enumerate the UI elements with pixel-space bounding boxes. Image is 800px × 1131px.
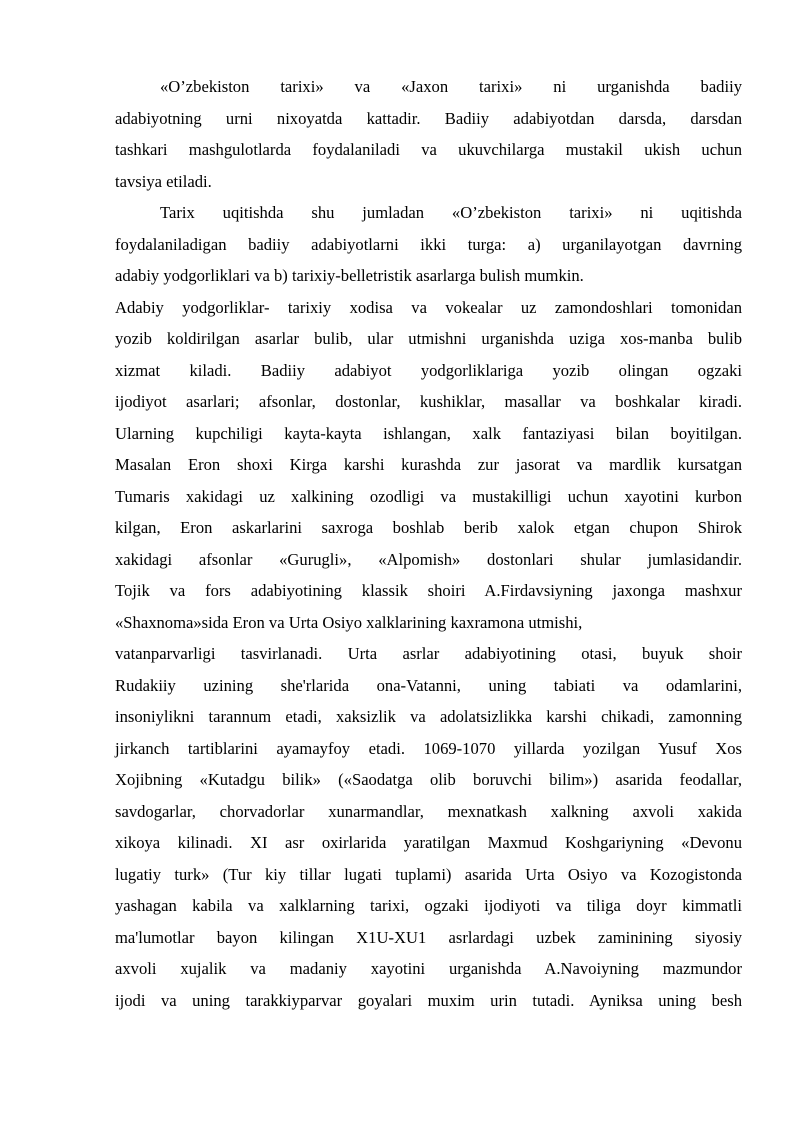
- text-line: xikoya kilinadi. XI asr oxirlarida yaratilgan Maxmud Koshgariyning «Devonu: [115, 833, 742, 852]
- text-line: lugatiy turk» (Tur kiy tillar lugati tuplami) asarida Urta Osiyo va Kozogistonda: [115, 864, 742, 884]
- text-line: «O’zbekiston tarixi» va «Jaxon tarixi» ni urganishda badiiy: [160, 77, 742, 96]
- text-line: yozib koldirilgan asarlar bulib, ular utmishni urganishda uziga xos-manba bulib: [115, 329, 742, 348]
- text-line: adabiyotning urni nixoyatda kattadir. Badiiy adabiyotdan darsda, darsdan: [115, 108, 742, 128]
- text-line: «Shaxnoma»sida Eron va Urta Osiyo xalklarining kaxramona utmishi,: [115, 612, 583, 632]
- text-line: yashagan kabila va xalklarning tarixi, ogzaki ijodiyoti va tiliga doyr kimmatli: [115, 896, 742, 915]
- text-line: xakidagi afsonlar «Gurugli», «Alpomish» dostonlari shular jumlasidandir.: [115, 549, 742, 569]
- text-line: Masalan Eron shoxi Kirga karshi kurashda zur jasorat va mardlik kursatgan: [115, 455, 742, 474]
- text-line: xizmat kiladi. Badiiy adabiyot yodgorliklariga yozib olingan ogzaki: [115, 360, 742, 380]
- text-line: jirkanch tartiblarini ayamayfoy etadi. 1069-1070 yillarda yozilgan Yusuf Xos: [115, 738, 742, 758]
- text-line: Tumaris xakidagi uz xalkining ozodligi va mustakilligi uchun xayotini kurbon: [115, 486, 742, 506]
- text-line: Adabiy yodgorliklar- tarixiy xodisa va vokealar uz zamondoshlari tomonidan: [115, 297, 742, 317]
- text-line: axvoli xujalik va madaniy xayotini urganishda A.Navoiyning mazmundor: [115, 959, 742, 978]
- text-line: ijodiyot asarlari; afsonlar, dostonlar, kushiklar, masallar va boshkalar kiradi.: [115, 392, 742, 411]
- body-text: [115, 71, 742, 1016]
- text-line: kilgan, Eron askarlarini saxroga boshlab berib xalok etgan chupon Shirok: [115, 518, 742, 537]
- text-line: Rudakiiy uzining she'rlarida ona-Vatanni, uning tabiati va odamlarini,: [115, 675, 742, 695]
- text-line: insoniylikni tarannum etadi, xaksizlik va adolatsizlikka karshi chikadi, zamonning: [115, 707, 742, 726]
- text-line: Tarix uqitishda shu jumladan «O’zbekiston tarixi» ni uqitishda: [160, 203, 742, 222]
- text-line: tashkari mashgulotlarda foydalaniladi va ukuvchilarga mustakil ukish uchun: [115, 140, 742, 159]
- text-line: foydalaniladigan badiiy adabiyotlarni ikki turga: a) urganilayotgan davrning: [115, 234, 742, 254]
- text-line: Xojibning «Kutadgu bilik» («Saodatga olib boruvchi bilim») asarida feodallar,: [115, 770, 742, 789]
- text-line: savdogarlar, chorvadorlar xunarmandlar, mexnatkash xalkning axvoli xakida: [115, 801, 742, 821]
- text-line: ijodi va uning tarakkiyparvar goyalari muxim urin tutadi. Ayniksa uning besh: [115, 990, 742, 1010]
- text-line: Ularning kupchiligi kayta-kayta ishlangan, xalk fantaziyasi bilan boyitilgan.: [115, 423, 742, 443]
- text-line: vatanparvarligi tasvirlanadi. Urta asrlar adabiyotining otasi, buyuk shoir: [115, 644, 742, 663]
- text-line: ma'lumotlar bayon kilingan X1U-XU1 asrlardagi uzbek zaminining siyosiy: [115, 927, 742, 947]
- text-line: adabiy yodgorliklari va b) tarixiy-belletristik asarlarga bulish mumkin.: [115, 266, 584, 285]
- text-line: Tojik va fors adabiyotining klassik shoiri A.Firdavsiyning jaxonga mashxur: [115, 581, 742, 600]
- text-line: tavsiya etiladi.: [115, 171, 212, 191]
